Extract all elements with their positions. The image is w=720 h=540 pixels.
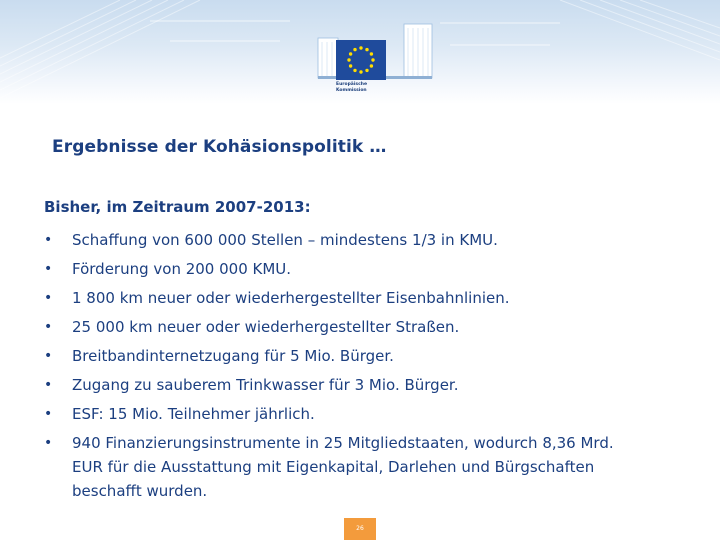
section-subtitle: Bisher, im Zeitraum 2007-2013:	[44, 198, 311, 216]
results-list	[44, 228, 624, 508]
list-item-text: 1 800 km neuer oder wiederhergestellter Eisenbahnlinien.	[72, 289, 510, 307]
bullet-icon: •	[44, 406, 53, 422]
logo-caption: Europäische Kommission	[336, 82, 367, 93]
list-item	[44, 315, 624, 339]
list-item	[44, 431, 624, 503]
bullet-icon: •	[44, 319, 53, 335]
bullet-icon: •	[44, 232, 53, 248]
list-item-text: 25 000 km neuer oder wiederhergestellter Straßen.	[72, 318, 460, 336]
list-item	[44, 286, 624, 310]
bullet-icon: •	[44, 261, 53, 277]
bullet-icon: •	[44, 348, 53, 364]
list-item	[44, 344, 624, 368]
page-number-badge: 26	[344, 518, 376, 540]
page-title: Ergebnisse der Kohäsionspolitik …	[52, 137, 387, 157]
list-item-text: Breitbandinternetzugang für 5 Mio. Bürger.	[72, 347, 394, 365]
list-item-text: 940 Finanzierungsinstrumente in 25 Mitgliedstaaten, wodurch 8,36 Mrd. EUR für die Ausstattung mit Eigenkapital, Darlehen und Bürgschaften beschafft wurden.	[72, 434, 614, 500]
bullet-icon: •	[44, 435, 53, 451]
list-item-text: Förderung von 200 000 KMU.	[72, 260, 292, 278]
header-band	[0, 0, 720, 104]
list-item-text: ESF: 15 Mio. Teilnehmer jährlich.	[72, 405, 315, 423]
bullet-icon: •	[44, 290, 53, 306]
list-item-text: Zugang zu sauberem Trinkwasser für 3 Mio. Bürger.	[72, 376, 459, 394]
eu-flag-icon	[336, 40, 386, 80]
bullet-icon: •	[44, 377, 53, 393]
list-item	[44, 257, 624, 281]
list-item-text: Schaffung von 600 000 Stellen – mindestens 1/3 in KMU.	[72, 231, 498, 249]
list-item	[44, 402, 624, 426]
list-item	[44, 228, 624, 252]
list-item	[44, 373, 624, 397]
